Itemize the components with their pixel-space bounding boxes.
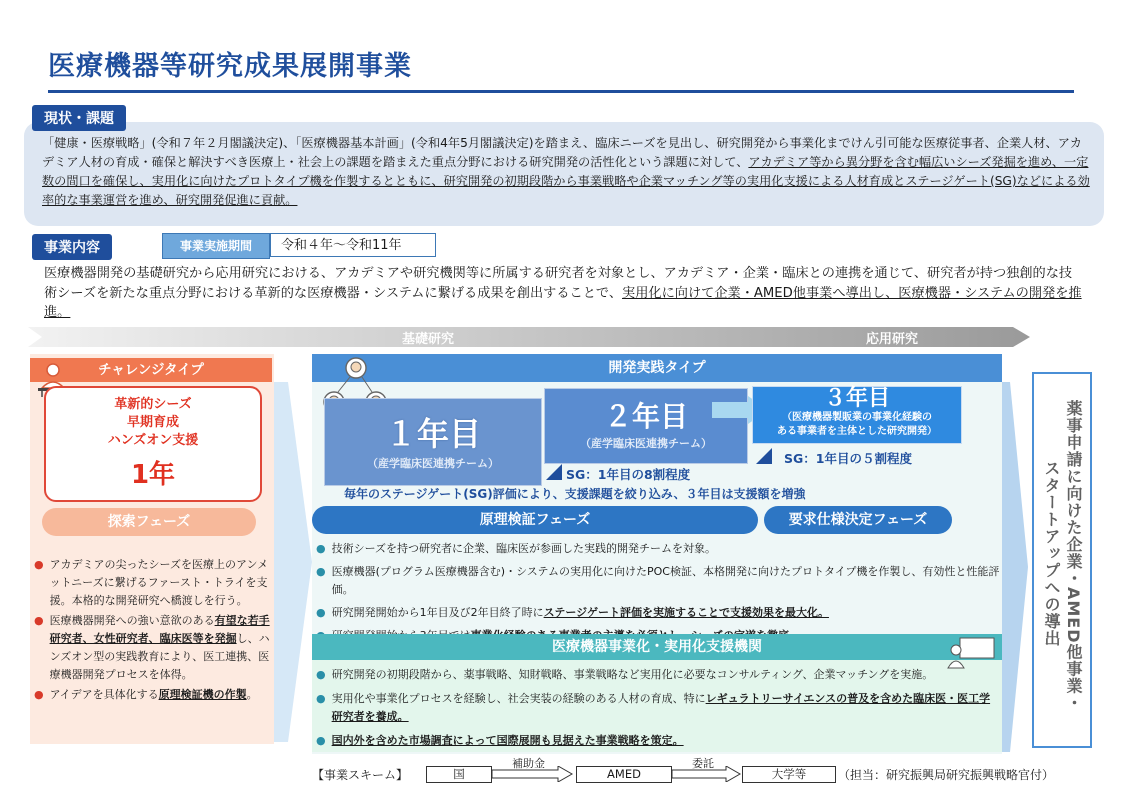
scheme-label: 【事業スキーム】 (312, 768, 409, 782)
bullet-emphasis: 原理検証機の作製 (158, 688, 247, 701)
bullet-dot-icon: ● (34, 614, 44, 627)
stagegate-note: 毎年のステージゲート(SG)評価により、支援課題を絞り込み、３年目は支援額を増強 (344, 487, 806, 501)
year-1-box (324, 398, 542, 486)
challenge-bullets (34, 556, 272, 704)
bullet-dot-icon: ● (316, 606, 326, 619)
challenge-line-3: ハンズオン支援 (107, 433, 199, 448)
challenge-summary (44, 396, 262, 450)
bullet-text: 技術シーズを持つ研究者に企業、臨床医が参画した実践的開発チームを対象。 (331, 542, 717, 555)
scheme-arrow-2 (672, 766, 742, 782)
year-2-label: ２年目 (603, 400, 688, 433)
period-value: 令和４年～令和11年 (270, 233, 436, 257)
bullet-dot-icon: ● (34, 558, 44, 571)
year-1-label: １年目 (384, 415, 481, 453)
challenge-type-header: チャレンジタイプ (30, 358, 272, 382)
support-org-header: 医療機器事業化・実用化支援機関 (312, 634, 1002, 660)
scheme-node-amed: AMED (576, 766, 672, 783)
output-text-col-2: スタートアップへの導出 (1042, 460, 1061, 647)
bullet-text-tail: し、ハンズオン型の実践教育により、医工連携、医療機器開発プロセスを体得。 (49, 632, 270, 681)
bullet-emphasis: レギュラトリーサイエンスの普及を含めた臨床医・医工学研究者を養成。 (331, 692, 991, 723)
support-bullet-3 (316, 732, 996, 750)
period-label: 事業実施期間 (162, 233, 270, 259)
sg-marker-icon (756, 448, 772, 464)
bullet-text: アイデアを具体化する (49, 688, 159, 701)
scheme-arrow-1 (492, 766, 574, 782)
year-3-sub-2: ある事業者を主体とした研究開発） (777, 426, 937, 437)
bullet-emphasis: 有望な若手研究者、女性研究者、臨床医等を発掘 (49, 614, 270, 645)
challenge-bullet-3 (34, 686, 272, 704)
challenge-line-2: 早期育成 (126, 415, 179, 430)
challenge-bullet-1 (34, 556, 272, 610)
dev-bullet-2 (316, 563, 1016, 599)
stage-applied-label: 応用研究 (866, 332, 919, 347)
presenter-icon (946, 636, 996, 670)
bullet-dot-icon: ● (316, 565, 326, 578)
poc-phase-pill: 原理検証フェーズ (312, 506, 758, 534)
title-divider (48, 90, 1074, 93)
challenge-duration: 1年 (130, 460, 176, 490)
scheme-arrow-2-label: 委託 (692, 757, 714, 770)
spec-phase-pill: 要求仕様決定フェーズ (764, 506, 952, 534)
bullet-text: 研究開発開始から1年目及び2年目終了時に (331, 606, 544, 619)
bullet-text-tail: 。 (246, 688, 258, 701)
sg-year3: SG：1年目の５割程度 (784, 451, 912, 466)
challenge-to-dev-arrow (274, 382, 314, 742)
bullet-dot-icon: ● (316, 668, 326, 681)
bullet-dot-icon: ● (316, 542, 326, 555)
year-2-sub: （産学臨床医連携チーム） (580, 437, 712, 450)
challenge-bullet-2 (34, 612, 272, 684)
support-bullets (316, 666, 996, 750)
bullet-text: 医療機器(プログラム医療機器含む)・システムの実用化に向けたPOC検証、本格開発に向けたプロトタイプ機を作製し、有効性と性能評価。 (331, 565, 1000, 596)
year-3-label: ３年目 (823, 386, 890, 411)
page-title: 医療機器等研究成果展開事業 (48, 51, 412, 82)
scheme-arrow-1-label: 補助金 (512, 757, 545, 770)
dev-to-output-arrow (1002, 382, 1030, 752)
bullet-text: 研究開発の初期段階から、薬事戦略、知財戦略、事業戦略など実用化に必要なコンサルティング、企業マッチングを実施。 (331, 668, 934, 681)
content-text (44, 264, 1084, 323)
scheme-note: （担当：研究振興局研究振興戦略官付） (838, 768, 1055, 782)
exploration-phase-pill: 探索フェーズ (42, 508, 256, 536)
bullet-text: 医療機器開発への強い意欲のある (49, 614, 215, 627)
development-type-header: 開発実践タイプ (312, 354, 1002, 382)
dev-bullet-1 (316, 540, 1016, 558)
bullet-emphasis: 国内外を含めた市場調査によって国際展開も見据えた事業戦略を策定。 (331, 734, 684, 747)
bullet-text: アカデミアの尖ったシーズを医療上のアンメットニーズに繋げるファースト・トライを支援。本格的な開発研究へ橋渡しを行う。 (49, 558, 269, 607)
sg-marker-icon (546, 464, 562, 480)
bullet-dot-icon: ● (34, 688, 44, 701)
sg-year2: SG：1年目の8割程度 (566, 467, 691, 482)
content-tag: 事業内容 (32, 234, 112, 260)
development-bullets (316, 540, 1016, 645)
issue-text-underlined: アカデミア等から異分野を含む幅広いシーズ発掘を進め、一定数の間口を確保し、実用化に向けたプロトタイプ機を作製するとともに、研究開発の初期段階から事業戦略や企業マッチング等の実用化支援による人材育成とステージゲート(SG)などによる効率的な事業運営を進め、研究開発促進に貢献。 (42, 155, 1090, 207)
support-bullet-2 (316, 690, 996, 726)
bullet-emphasis: ステージゲート評価を実施することで支援効果を最大化。 (543, 606, 829, 619)
scheme-node-university: 大学等 (742, 766, 836, 783)
issue-text-plain: 「健康・医療戦略」(令和７年２月閣議決定)、「医療機器基本計画」(令和4年5月閣議決定)を踏まえ、臨床ニーズを見出し、研究開発から事業化までけん引可能な医療従事者、企業人材、アカデミア人材の育成・確保と解決すべき医療上・社会上の課題を踏まえた重点分野における研究開発の活性化という課題に対して、 (42, 136, 1082, 169)
content-text-plain: 医療機器開発の基礎研究から応用研究における、アカデミアや研究機関等に所属する研究者を対象とし、アカデミア・企業・臨床との連携を通じて、研究者が持つ独創的な技術シーズを新たな重点分野における革新的な医療機器・システムに繋げる成果を創出することで、 (44, 266, 1073, 301)
year-1-sub: （産学臨床医連携チーム） (367, 457, 499, 470)
content-text-underlined: 実用化に向けて企業・AMED他事業へ導出し、医療機器・システムの開発を推進。 (44, 285, 1082, 320)
stage-basic-label: 基礎研究 (402, 332, 455, 347)
bullet-text: 実用化や事業化プロセスを経験し、社会実装の経験のある人材の育成、特に (331, 692, 706, 705)
issue-tag: 現状・課題 (32, 105, 126, 131)
challenge-line-1: 革新的シーズ (114, 397, 192, 412)
dev-bullet-3 (316, 604, 1016, 622)
bullet-dot-icon: ● (316, 734, 326, 747)
year-3-sub-1: （医療機器製販業の事業化経験の (782, 412, 932, 423)
output-text-col-1: 薬事申請に向けた企業・AMED他事業・ (1064, 400, 1083, 712)
issue-text (42, 134, 1092, 210)
support-bullet-1 (316, 666, 996, 684)
scheme-node-country: 国 (426, 766, 492, 783)
year-3-box (752, 386, 962, 444)
bullet-dot-icon: ● (316, 692, 326, 705)
